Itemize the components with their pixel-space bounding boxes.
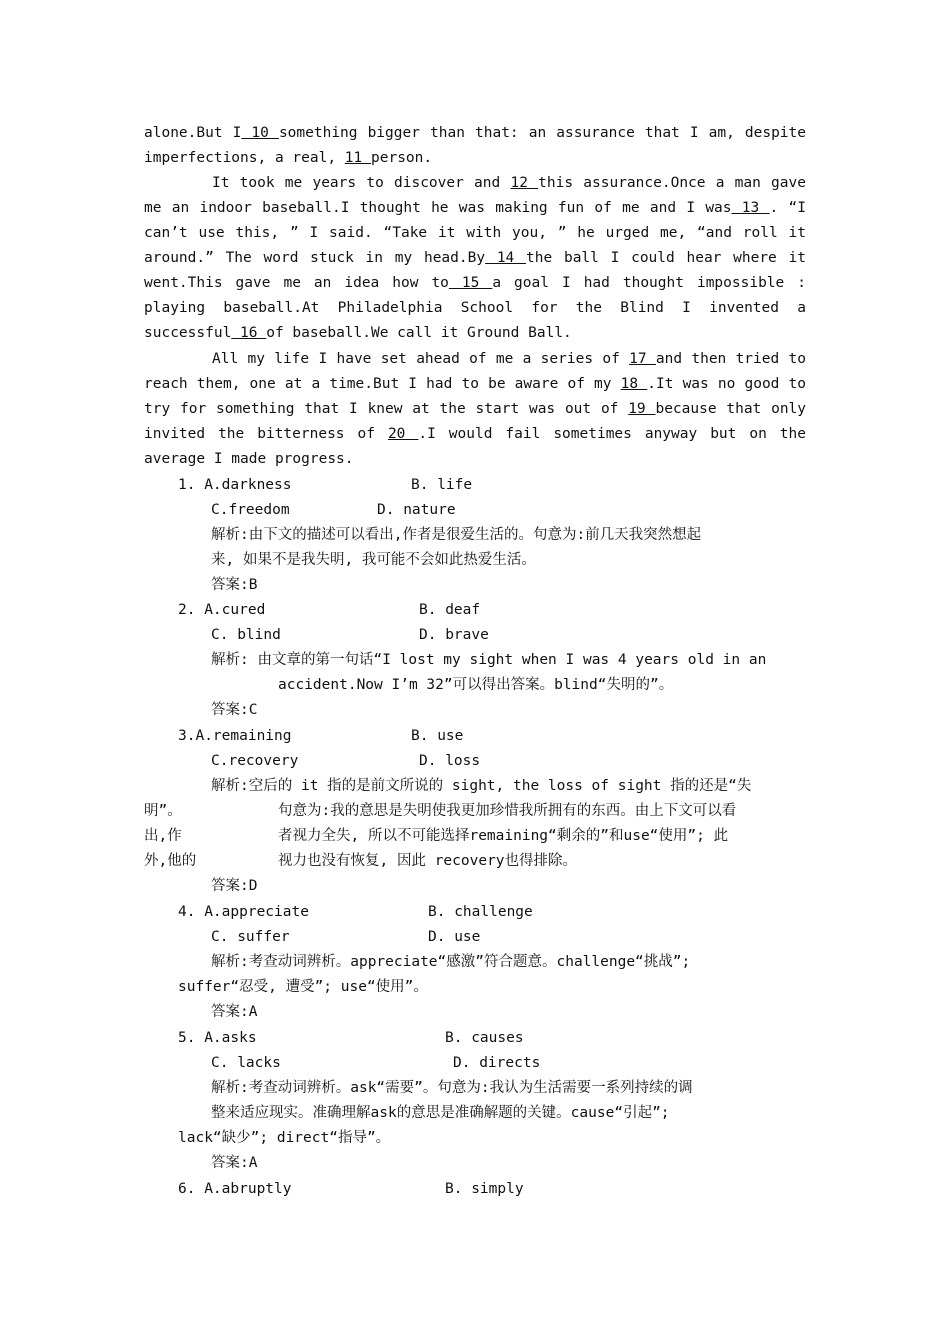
option-c: C. lacks bbox=[211, 1055, 281, 1071]
option-c: C. suffer bbox=[211, 929, 290, 945]
option-c: C.freedom bbox=[211, 502, 290, 518]
option-d: D. loss bbox=[419, 753, 481, 769]
explanation-line: 整来适应现实。准确理解ask的意思是准确解题的关键。cause“引起”; bbox=[211, 1105, 670, 1121]
blank-18: 18 bbox=[620, 376, 648, 392]
explanation-line: 外,他的 bbox=[144, 853, 197, 869]
option-a: A.abruptly bbox=[204, 1181, 292, 1197]
passage-line: went.This gave me an idea how to 15 a goal I had thought impossible : bbox=[144, 275, 806, 291]
question-number: 1. A.darkness bbox=[178, 477, 292, 493]
option-b: B. use bbox=[411, 728, 464, 744]
blank-16: 16 bbox=[231, 325, 267, 341]
blank-14: 14 bbox=[485, 250, 527, 266]
option-a: A.darkness bbox=[204, 477, 292, 493]
blank-19: 19 bbox=[628, 401, 656, 417]
question-number: 3.A.remaining bbox=[178, 728, 292, 744]
option-d: D. use bbox=[428, 929, 481, 945]
option-b: B. simply bbox=[445, 1181, 524, 1197]
explanation-line: 出,作 bbox=[144, 828, 182, 844]
passage-paragraph-3 bbox=[144, 347, 806, 472]
passage-line: alone.But I 10 something bigger than that: an assurance that I am, despite bbox=[144, 125, 806, 141]
blank-17: 17 bbox=[629, 351, 656, 367]
explanation-line: 解析:考查动词辨析。appreciate“感激”符合题意。challenge“挑战”; bbox=[211, 954, 691, 970]
explanation-line: 来, 如果不是我失明, 我可能不会如此热爱生活。 bbox=[211, 552, 536, 568]
blank-10: 10 bbox=[241, 125, 279, 141]
answer-text: 答案:B bbox=[211, 577, 258, 593]
option-a: A.appreciate bbox=[204, 904, 309, 920]
option-d: D. nature bbox=[377, 502, 456, 518]
passage-line: All my life I have set ahead of me a series of 17 and then tried to bbox=[212, 351, 806, 367]
option-b: B. challenge bbox=[428, 904, 533, 920]
question-number: 4. A.appreciate bbox=[178, 904, 309, 920]
option-b: B. causes bbox=[445, 1030, 524, 1046]
option-c: C. blind bbox=[211, 627, 281, 643]
option-a: A.asks bbox=[204, 1030, 257, 1046]
blank-11: 11 bbox=[344, 150, 371, 166]
answer-text: 答案:C bbox=[211, 702, 258, 718]
passage-line: average I made progress. bbox=[144, 451, 354, 467]
option-d: D. brave bbox=[419, 627, 489, 643]
passage-line: me an indoor baseball.I thought he was making fun of me and I was 13 . “I bbox=[144, 200, 807, 216]
explanation-line: lack“缺少”; direct“指导”。 bbox=[178, 1130, 391, 1146]
passage-paragraph-1 bbox=[144, 121, 806, 171]
passage-line: reach them, one at a time.But I had to be aware of my 18 .It was no good to bbox=[144, 376, 806, 392]
passage-line: try for something that I knew at the start was out of 19 because that only bbox=[144, 401, 807, 417]
passage-line: around.” The word stuck in my head.By 14 the ball I could hear where it bbox=[144, 250, 806, 266]
question-number: 2. A.cured bbox=[178, 602, 266, 618]
option-c: C.recovery bbox=[211, 753, 299, 769]
passage-line: imperfections, a real, 11 person. bbox=[144, 150, 433, 166]
answer-text: 答案:A bbox=[211, 1155, 258, 1171]
explanation-line: 解析:空后的 it 指的是前文所说的 sight, the loss of sight 指的还是“失 bbox=[211, 778, 752, 794]
option-d: D. directs bbox=[453, 1055, 541, 1071]
option-b: B. life bbox=[411, 477, 473, 493]
blank-12: 12 bbox=[510, 175, 539, 191]
passage-line: playing baseball.At Philadelphia School for the Blind I invented a bbox=[144, 300, 806, 316]
blank-15: 15 bbox=[448, 275, 493, 291]
explanation-line: suffer“忍受, 遭受”; use“使用”。 bbox=[178, 979, 428, 995]
blank-13: 13 bbox=[731, 200, 770, 216]
passage-line: It took me years to discover and 12 this assurance.Once a man gave bbox=[212, 175, 806, 191]
explanation-line: 解析: 由文章的第一句话“I lost my sight when I was 4 years old in an bbox=[211, 652, 767, 668]
explanation-line: 者视力全失, 所以不可能选择remaining“剩余的”和use“使用”; 此 bbox=[278, 828, 729, 844]
question-number: 5. A.asks bbox=[178, 1030, 257, 1046]
question-number: 6. A.abruptly bbox=[178, 1181, 292, 1197]
explanation-line: 句意为:我的意思是失明使我更加珍惜我所拥有的东西。由上下文可以看 bbox=[278, 803, 737, 819]
answer-text: 答案:A bbox=[211, 1004, 258, 1020]
passage-line: invited the bitterness of 20 .I would fail sometimes anyway but on the bbox=[144, 426, 806, 442]
blank-20: 20 bbox=[387, 426, 419, 442]
passage-paragraph-2 bbox=[144, 171, 806, 346]
answer-text: 答案:D bbox=[211, 878, 258, 894]
option-a: A.cured bbox=[204, 602, 266, 618]
passage-line: successful 16 of baseball.We call it Ground Ball. bbox=[144, 325, 572, 341]
explanation-line: 解析:考查动词辨析。ask“需要”。句意为:我认为生活需要一系列持续的调 bbox=[211, 1080, 693, 1096]
explanation-line: accident.Now I’m 32”可以得出答案。blind“失明的”。 bbox=[278, 677, 674, 693]
option-b: B. deaf bbox=[419, 602, 481, 618]
explanation-line: 视力也没有恢复, 因此 recovery也得排除。 bbox=[278, 853, 578, 869]
option-a: A.remaining bbox=[195, 728, 292, 744]
explanation-line: 解析:由下文的描述可以看出,作者是很爱生活的。句意为:前几天我突然想起 bbox=[211, 527, 702, 543]
explanation-line: 明”。 bbox=[144, 803, 182, 819]
passage-line: can’t use this, ” I said. “Take it with you, ” he urged me, “and roll it bbox=[144, 225, 806, 241]
